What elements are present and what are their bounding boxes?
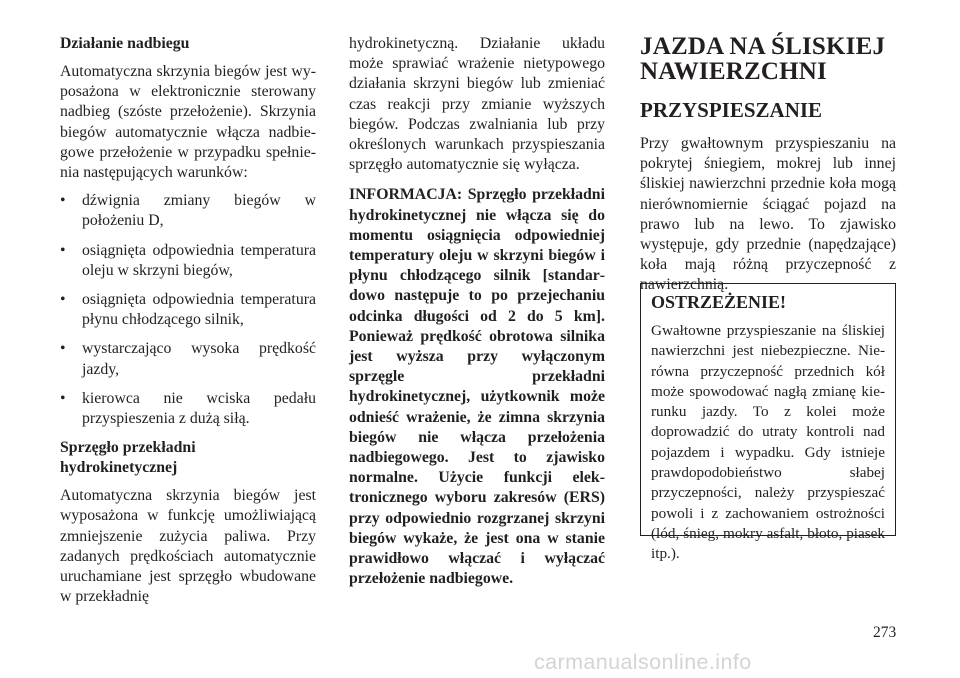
warning-box: [640, 283, 896, 563]
subsection-title: PRZYSPIESZANIE: [640, 98, 823, 122]
acceleration-paragraph: Przy gwałtownym przyspieszaniu na pokrytej śniegiem, mokrej lub innej śliskiej nawierzchni przednie koła mogą nierównomiernie ściągać pojazd na prawo lub na lewo. To zjawisko występuje, gdy przednie (napędzające) koła mają różną przyczepność z nawierzchnią.: [640, 135, 896, 294]
warning-title: OSTRZEŻENIE!: [651, 292, 787, 312]
section-title: JAZDA NA ŚLISKIEJ NAWIERZCHNI: [640, 33, 886, 85]
column-right: [640, 34, 896, 304]
overdrive-conditions-list: [60, 191, 316, 429]
bullet-icon: •: [60, 192, 66, 210]
list-item: • wystarczająco wysoka prędkość jazdy,: [60, 340, 316, 378]
column-left: [60, 34, 316, 615]
list-item: • kierowca nie wciska pedału przyspieszenia z dużą siłą.: [60, 389, 316, 428]
warning-text: Gwałtowne przyspieszanie na śliskiej nawierzchni jest niebezpieczne. Nierówna przyczepność przednich kół może spowodować nagłą zmianę kierunku jazdy. To z kolei może doprowadzić do utraty kontroli nad pojazdem i wypadku. Gdy istnieje prawdopodobieństwo słabej przyczepności, należy przyspieszać powoli i z zachowaniem ostrożności (lód, śnieg, mokry asfalt, błoto, piasek itp.).: [651, 322, 885, 563]
list-item: • osiągnięta odpowiednia temperatura oleju w skrzyni biegów,: [60, 241, 316, 279]
watermark: carmanualsonline.info: [534, 650, 752, 674]
column-middle: [349, 34, 605, 589]
torque-converter-paragraph: Automatyczna skrzynia biegów jest wyposażona w funkcję umożliwiającą zmniejszenie zużycia paliwa. Przy zadanych prędkościach automatycznie uruchamiane jest sprzęgło wbudowane w przekładnię: [60, 487, 316, 606]
bullet-icon: •: [60, 340, 66, 358]
section-heading-torque-converter-clutch: Sprzęgło przekładni hydrokinetycznej: [60, 439, 196, 477]
overdrive-paragraph: Automatyczna skrzynia biegów jest wyposażona w elektronicznie sterowany nadbieg (szóste przełożenie). Skrzynia biegów automatycznie włącza nadbiegowe przełożenie w przypadku spełnienia następujących warunków:: [60, 63, 316, 182]
section-heading-overdrive: Działanie nadbiegu: [60, 35, 190, 52]
bullet-icon: •: [60, 389, 66, 407]
page-number: 273: [873, 624, 897, 641]
torque-converter-continued-paragraph: hydrokinetyczną. Działanie układu może sprawiać wrażenie nietypowego działania skrzyni biegów lub zmieniać czas reakcji przy zmianie wyższych biegów. Podczas zwalniania lub przy określonych warunkach przyspieszania sprzęgło automatycznie się wyłącza.: [349, 35, 605, 174]
list-item: • osiągnięta odpowiednia temperatura płynu chłodzącego silnik,: [60, 291, 316, 329]
bullet-icon: •: [60, 241, 66, 259]
info-note: INFORMACJA: Sprzęgło przekładni hydrokinetycznej nie włącza się do momentu osiągnięcia odpowiedniej temperatury oleju w skrzyni biegów i płynu chłodzącego silnik [standardowo następuje to po przejechaniu odcinka długości od 2 do 5 km]. Ponieważ prędkość obrotowa silnika jest wyższa przy wyłączonym sprzęgle przekładni hydrokinetycznej, użytkownik może odnieść wrażenie, że zimna skrzynia biegów nie włącza przełożenia nadbiegowego. Jest to zjawisko normalne. Użycie funkcji elektronicznego wyboru zakresów (ERS) przy odpowiednio rozgrzanej skrzyni biegów wykaże, że jest ona w stanie prawidłowo włączać i wyłączać przełożenie nadbiegowe.: [349, 186, 605, 588]
list-item: • dźwignia zmiany biegów w położeniu D,: [60, 192, 316, 230]
bullet-icon: •: [60, 291, 66, 309]
